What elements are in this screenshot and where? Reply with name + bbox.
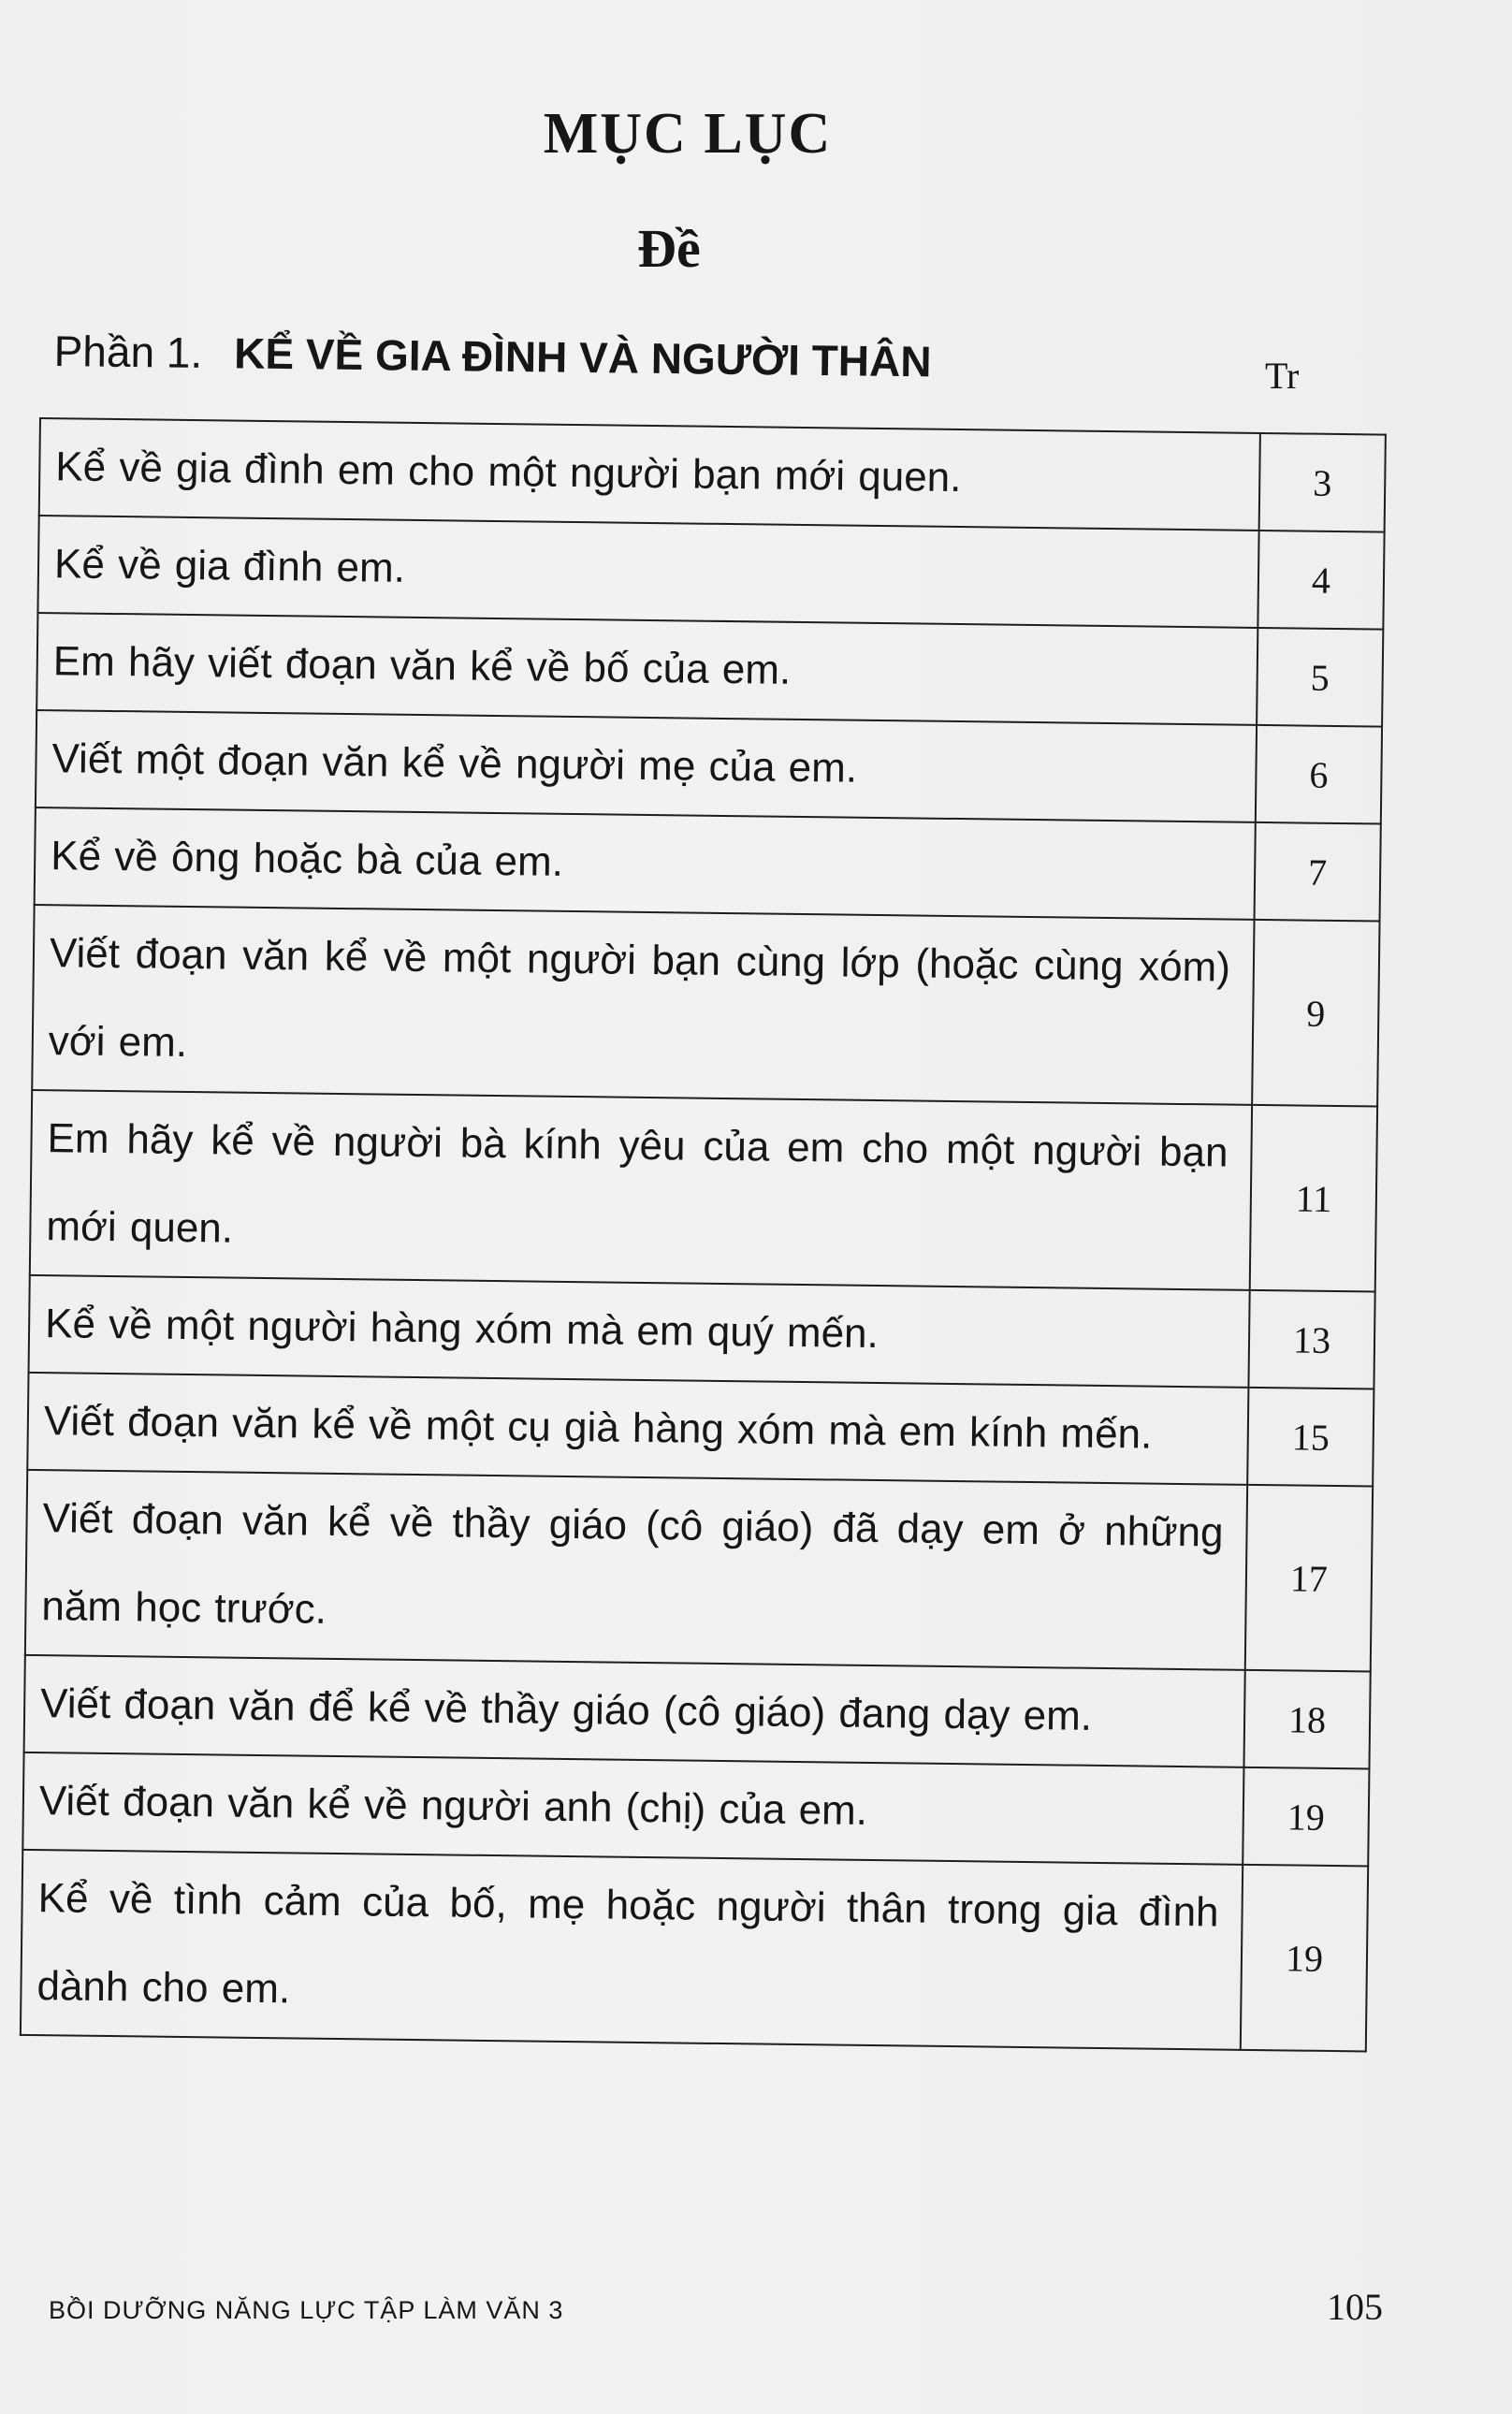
toc-entry-text: Viết đoạn văn kể về thầy giáo (cô giáo) đã dạy em ở những năm học trước.: [25, 1470, 1247, 1670]
section-heading: [53, 326, 1364, 392]
toc-entry-text: Em hãy viết đoạn văn kể về bố của em.: [36, 613, 1258, 725]
page-subtitle: Đề: [637, 218, 701, 279]
toc-row: [21, 1850, 1368, 2052]
toc-entry-page: 5: [1257, 628, 1383, 727]
toc-entry-text: Em hãy kể về người bà kính yêu của em cho một người bạn mới quen.: [30, 1090, 1252, 1290]
section-number: Phần 1.: [53, 326, 203, 377]
toc-entry-text: Kể về gia đình em cho một người bạn mới quen.: [39, 418, 1260, 531]
toc-row: [36, 613, 1383, 727]
toc-entry-page: 17: [1245, 1485, 1373, 1672]
toc-row: [27, 1373, 1374, 1487]
toc-row: [22, 1752, 1369, 1867]
toc-entry-page: 3: [1259, 433, 1386, 532]
toc-entry-page: 4: [1258, 531, 1384, 630]
toc-entry-page: 18: [1243, 1670, 1370, 1769]
toc-entry-page: 19: [1243, 1767, 1369, 1867]
toc-entry-page: 7: [1255, 822, 1381, 922]
toc-entry-page: 15: [1247, 1388, 1374, 1487]
toc-table: [20, 417, 1387, 2052]
toc-row: [35, 807, 1381, 922]
toc-entry-text: Viết một đoạn văn kể về người mẹ của em.: [36, 710, 1257, 822]
toc-row: [25, 1470, 1373, 1672]
toc-entry-page: 11: [1250, 1105, 1377, 1292]
footer-page-number: 105: [1327, 2286, 1383, 2328]
toc-entry-text: Kể về gia đình em.: [37, 516, 1258, 628]
toc-body: [21, 418, 1386, 2051]
toc-entry-text: Viết đoạn văn kể về một cụ già hàng xóm mà em kính mến.: [27, 1373, 1248, 1485]
page-column-label: Tr: [1265, 355, 1300, 397]
toc-row: [29, 1275, 1375, 1389]
toc-row: [32, 905, 1379, 1107]
page-title: MỤC LỤC: [543, 102, 833, 166]
toc-row: [30, 1090, 1377, 1292]
toc-entry-page: 19: [1241, 1865, 1368, 2052]
toc-entry-text: Viết đoạn văn để kể về thầy giáo (cô giáo) đang dạy em.: [24, 1655, 1245, 1767]
toc-row: [36, 710, 1382, 824]
toc-entry-page: 13: [1248, 1290, 1374, 1389]
toc-entry-text: Viết đoạn văn kể về một người bạn cùng lớp (hoặc cùng xóm) với em.: [32, 905, 1254, 1105]
toc-entry-text: Kể về tình cảm của bố, mẹ hoặc người thân trong gia đình dành cho em.: [21, 1850, 1243, 2050]
toc-entry-text: Viết đoạn văn kể về người anh (chị) của em.: [22, 1752, 1243, 1865]
toc-entry-page: 6: [1256, 725, 1382, 824]
section-title: KỂ VỀ GIA ĐÌNH VÀ NGƯỜI THÂN: [233, 328, 932, 386]
toc-row: [24, 1655, 1371, 1769]
toc-entry-text: Kể về một người hàng xóm mà em quý mến.: [29, 1275, 1250, 1388]
toc-entry-text: Kể về ông hoặc bà của em.: [35, 807, 1256, 920]
toc-row: [37, 516, 1384, 630]
toc-row: [39, 418, 1386, 532]
footer-book-title: BỒI DƯỠNG NĂNG LỰC TẬP LÀM VĂN 3: [49, 2296, 564, 2324]
toc-entry-page: 9: [1252, 920, 1379, 1107]
